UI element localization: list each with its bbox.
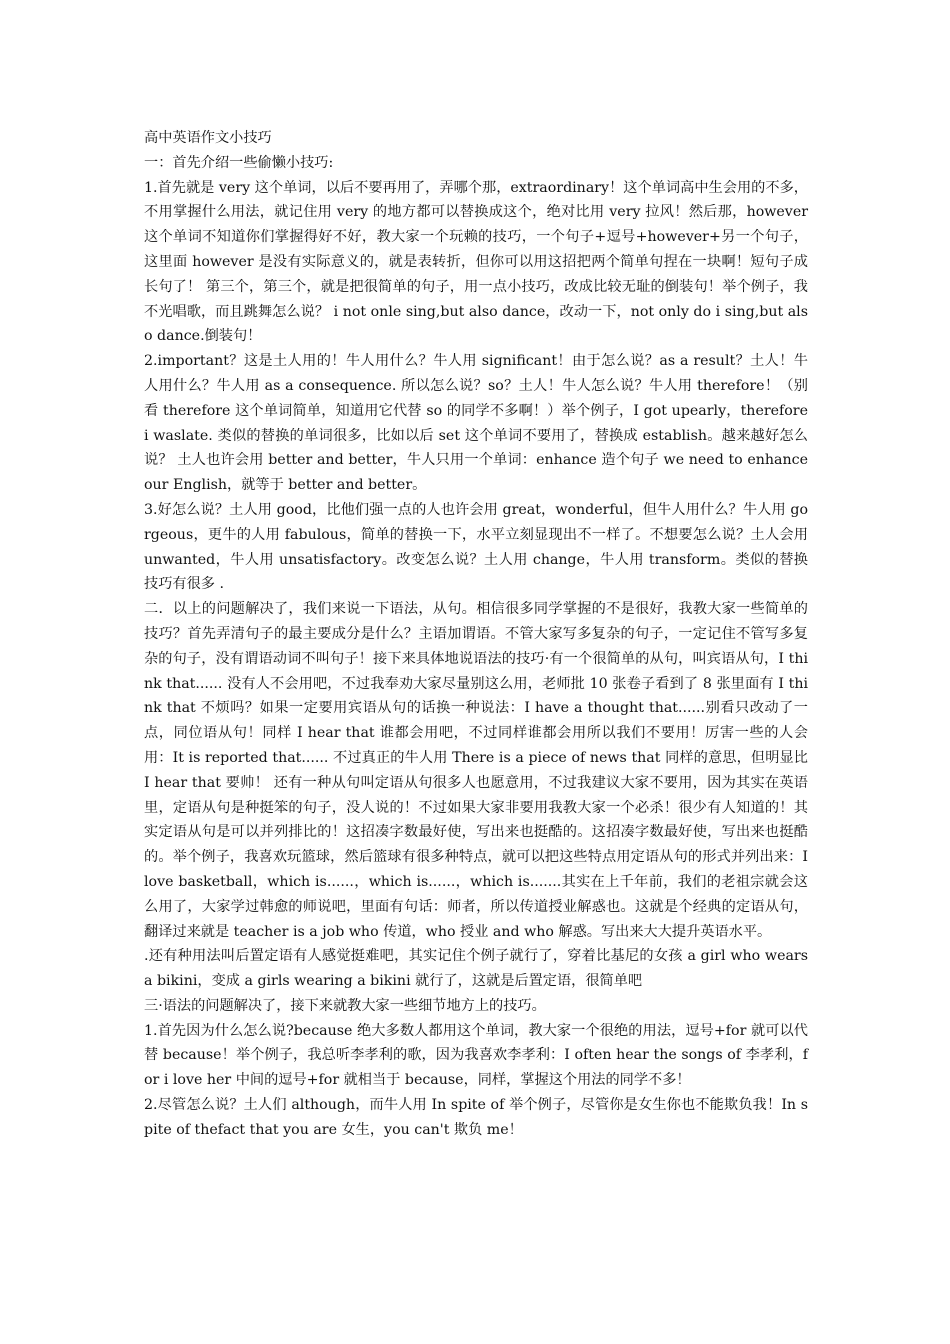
document-page [144,126,808,1143]
document-title: 高中英语作文小技巧 [144,130,272,146]
paragraph-in-spite-of: 2.尽管怎么说？土人们 although，而牛人用 In spite of 举个例子，尽管你是女生你也不能欺负我！In spite of thefact that you are 女生，you can't 欺负 me！ [144,1097,808,1138]
paragraph-important-therefore: 2.important？这是土人用的！牛人用什么？牛人用 significant！由于怎么说？as a result？土人！牛人用什么？牛人用 as a consequence. 所以怎么说？so？土人！牛人怎么说？牛人用 therefore！（别看 therefore 这个单词简单，知道用它代替 so 的同学不多啊！）举个例子，I got upearly，therefore i waslate. 类似的替换的单词很多，比如以后 set 这个单词不要用了，替换成 establish。越来越好怎么说？ 土人也许会用 better and better，牛人只用一个单词：enhance 造个句子 we need to enhanceour English，就等于 better and better。 [144,353,808,494]
section-three-heading: 三·语法的问题解决了，接下来就教大家一些细节地方上的技巧。 [144,997,546,1014]
paragraph-because-for: 1.首先因为什么怎么说?because 绝大多数人都用这个单词，教大家一个很绝的用法，逗号+for 就可以代替 because！举个例子，我总听李孝利的歌，因为我喜欢李孝利：I often hear the songs of 李孝利，for i love her 中间的逗号+for 就相当于 because，同样，掌握这个用法的同学不多！ [144,1022,808,1089]
paragraph-very-however-inversion: 1.首先就是 very 这个单词，以后不要再用了，弄哪个那，extraordinary！这个单词高中生会用的不多，不用掌握什么用法，就记住用 very 的地方都可以替换成这个，绝对比用 very 拉风！然后那，however 这个单词不知道你们掌握得好不好，教大家一个玩赖的技巧，一个句子+逗号+however+另一个句子，这里面 however 是没有实际意义的，就是表转折，但你可以用这招把两个简单句捏在一块啊！短句子成长句了！ 第三个，第三个，就是把很简单的句子，用一点小技巧，改成比较无耻的倒装句！举个例子，我不光唱歌，而且跳舞怎么说？ i not onle sing,but also dance，改动一下，not only do i sing,but also dance.倒装句！ [144,179,808,345]
section-two-grammar-clauses: 二．以上的问题解决了，我们来说一下语法，从句。相信很多同学掌握的不是很好，我教大家一些简单的技巧？首先弄清句子的最主要成分是什么？主语加谓语。不管大家写多复杂的句子，一定记住不管写多复杂的句子，没有谓语动词不叫句子！接下来具体地说语法的技巧·有一个很简单的从句，叫宾语从句，I think that...... 没有人不会用吧，不过我奉劝大家尽量别这么用，老师批 10 张卷子看到了 8 张里面有 I think that 不烦吗？如果一定要用宾语从句的话换一种说法：I have a thought that......别看只改动了一点，同位语从句！同样 I hear that 谁都会用吧，不过同样谁都会用所以我们不要用！厉害一些的人会用：It is reported that...... 不过真正的牛人用 There is a piece of news that 同样的意思，但明显比 I hear that 要帅！ 还有一种从句叫定语从句很多人也愿意用，不过我建议大家不要用，因为其实在英语里，定语从句是种挺笨的句子，没人说的！不过如果大家非要用我教大家一个必杀！很少有人知道的！其实定语从句是可以并列排比的！这招凑字数最好使，写出来也挺酷的。这招凑字数最好使，写出来也挺酷的。举个例子，我喜欢玩篮球，然后篮球有很多种特点，就可以把这些特点用定语从句的形式并列出来：I love basketball，which is......，which is......，which is.......其实在上千年前，我们的老祖宗就会这么用了，大家学过韩愈的师说吧，里面有句话：师者，所以传道授业解惑也。这就是个经典的定语从句，翻译过来就是 teacher is a job who 传道，who 授业 and who 解惑。写出来大大提升英语水平。 [144,601,808,940]
section-one-heading: 一：首先介绍一些偷懒小技巧: [144,154,334,171]
paragraph-post-attributive: .还有种用法叫后置定语有人感觉挺难吧，其实记住个例子就行了，穿着比基尼的女孩 a girl who wears a bikini，变成 a girls wearing a bikini 就行了，这就是后置定语，很简单吧 [144,948,808,990]
paragraph-good-gorgeous: 3.好怎么说？土人用 good，比他们强一点的人也许会用 great，wonderful，但牛人用什么？牛人用 gorgeous，更牛的人用 fabulous，简单的替换一下，水平立刻显现出不一样了。不想要怎么说？土人会用 unwanted，牛人用 unsatisfactory。改变怎么说？土人用 change，牛人用 transform。类似的替换技巧有很多 . [144,501,808,593]
